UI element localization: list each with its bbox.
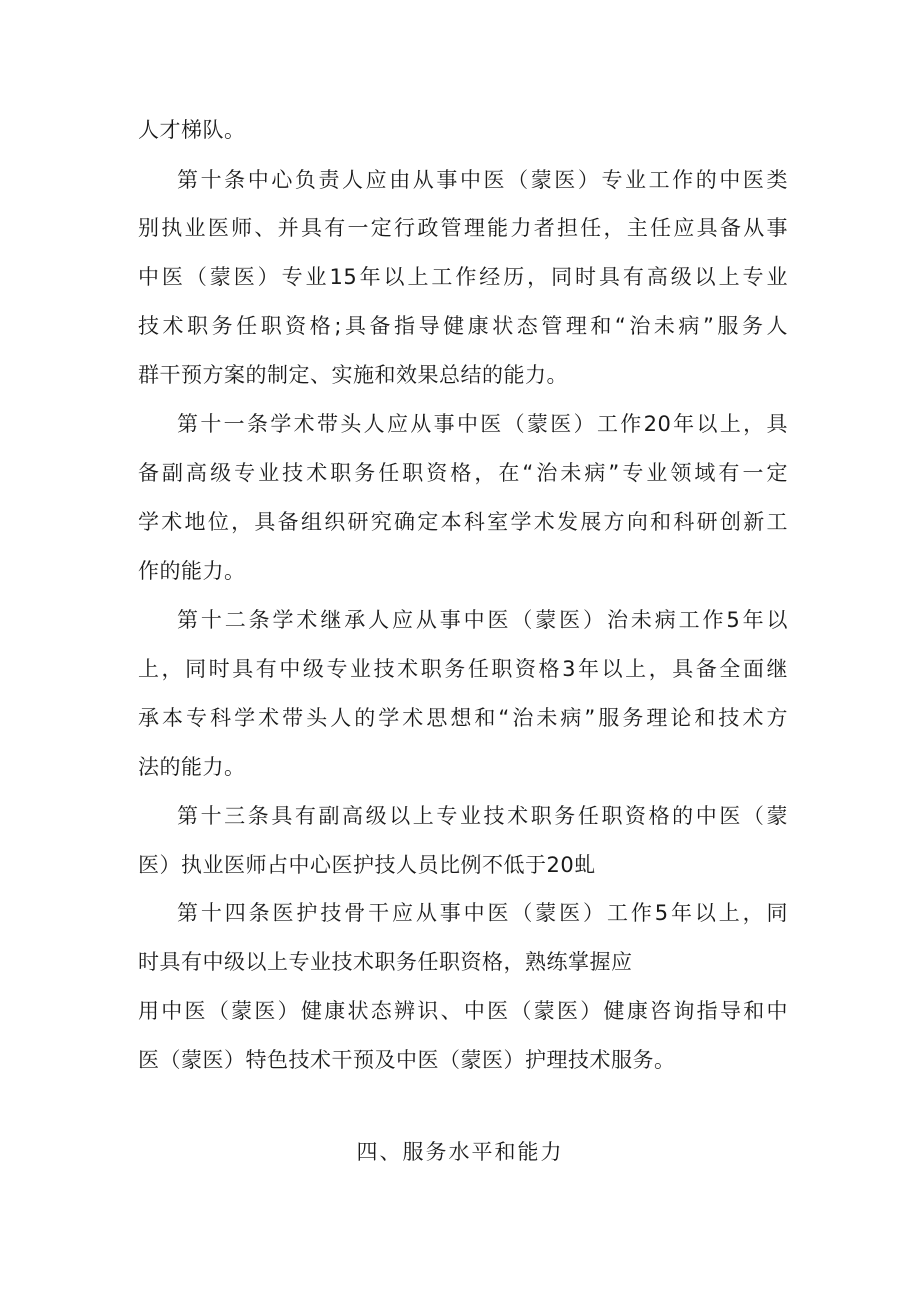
text-line: 技术职务任职资格;具备指导健康状态管理和“治未病”服务人: [138, 314, 788, 338]
paragraph-article-14: 第十四条医护技骨干应从事中医（蒙医）工作5年以上，同: [177, 901, 788, 925]
text-line: 时具有中级以上专业技术职务任职资格，熟练掌握应: [138, 950, 633, 974]
paragraph-article-10: 第十条中心负责人应由从事中医（蒙医）专业工作的中医类: [177, 168, 788, 192]
paragraph-article-13: 第十三条具有副高级以上专业技术职务任职资格的中医（蒙: [177, 804, 788, 828]
text-line: 法的能力。: [138, 755, 246, 779]
paragraph-article-12: 第十二条学术继承人应从事中医（蒙医）治未病工作5年以: [177, 608, 788, 632]
text-line: 人才梯队。: [138, 118, 246, 142]
text-line: 用中医（蒙医）健康状态辨识、中医（蒙医）健康咨询指导和中: [138, 999, 788, 1023]
text-line: 中医（蒙医）专业15年以上工作经历，同时具有高级以上专业: [138, 265, 788, 289]
text-line: 备副高级专业技术职务任职资格，在“治未病”专业领域有一定: [138, 461, 788, 485]
text-line: 医）执业医师占中心医护技人员比例不低于20虬: [138, 853, 596, 877]
text-line: 作的能力。: [138, 559, 246, 583]
text-line: 学术地位，具备组织研究确定本科室学术发展方向和科研创新工: [138, 510, 788, 534]
text-line: 承本专科学术带头人的学术思想和“治未病”服务理论和技术方: [138, 706, 788, 730]
text-line: 上，同时具有中级专业技术职务任职资格3年以上，具备全面继: [138, 657, 788, 681]
text-line: 医（蒙医）特色技术干预及中医（蒙医）护理技术服务。: [138, 1048, 676, 1072]
section-heading: 四、服务水平和能力: [356, 1140, 564, 1164]
paragraph-article-11: 第十一条学术带头人应从事中医（蒙医）工作20年以上，具: [177, 412, 788, 436]
text-line: 别执业医师、并具有一定行政管理能力者担任，主任应具备从事: [138, 216, 788, 240]
text-line: 群干预方案的制定、实施和效果总结的能力。: [138, 363, 568, 387]
